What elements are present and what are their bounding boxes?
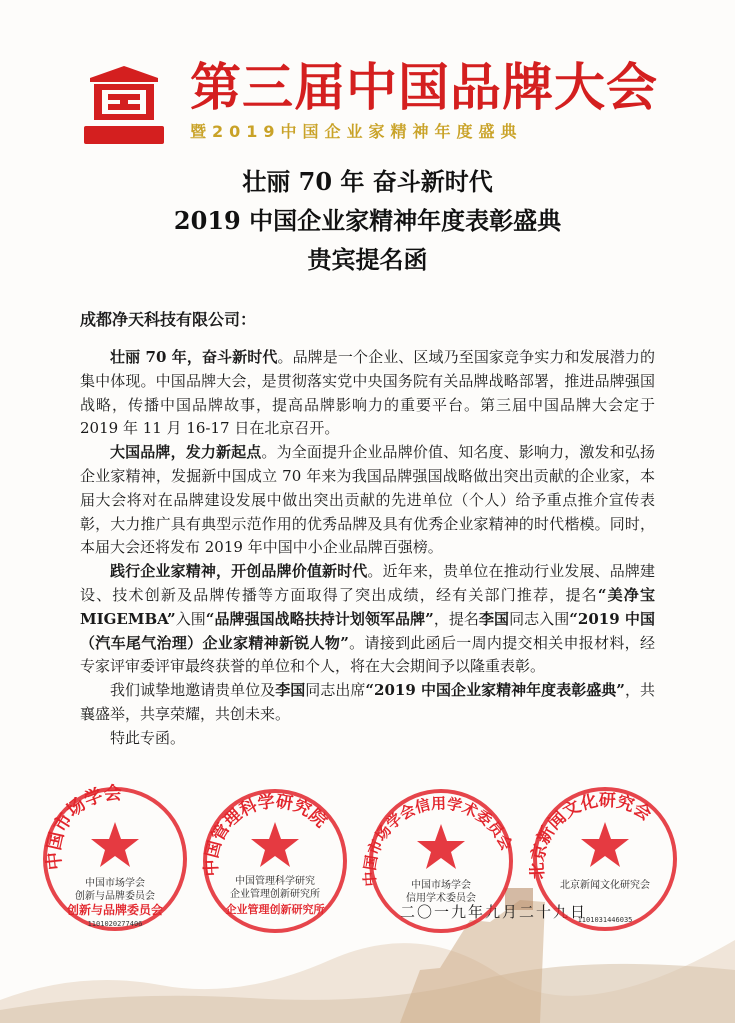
brand-title: 第三届中国品牌大会 xyxy=(190,59,659,118)
seal-3-center-line-2: 信用学术委员会 xyxy=(406,893,476,904)
seal-2-bottom-text: 企业管理创新研究所 xyxy=(225,903,325,916)
paragraph-4 xyxy=(80,679,655,727)
paragraph-3-text-a: 。近年来，贵单位在推动行业发展、品牌建设、技术创新及品牌传播等方面取得了突出成绩，经有关部门推荐，提名 xyxy=(80,562,655,604)
seal-1-ring-text: 中国市场学会 xyxy=(43,783,123,871)
seal-graphic xyxy=(360,786,516,936)
invitee-name: 李国 xyxy=(275,681,306,700)
letter-body xyxy=(80,346,655,751)
seal-2-ring-text: 中国管理科学研究院 xyxy=(201,791,331,877)
seal-1-bottom-text: 创新与品牌委员会 xyxy=(66,903,164,917)
logo-pedestal xyxy=(84,126,164,144)
svg-text:北京新闻文化研究会 xyxy=(527,790,655,880)
paragraph-5 xyxy=(80,727,655,751)
paragraph-3-text-e: 。请接到此函后一周内提交相关申报材料，经专家评审委评审最终获誉的单位和个人，将在大会期间予以隆重表彰。 xyxy=(80,633,655,676)
paragraph-4-text-c: ，共襄盛举，共享荣耀，共创未来。 xyxy=(80,681,655,723)
seal-market-society-brand xyxy=(40,784,190,934)
seal-1-serial: 1101020277406 xyxy=(87,920,143,928)
seal-3-center-line-1: 中国市场学会 xyxy=(411,880,471,891)
paragraph-3-text-c: ，提名 xyxy=(433,609,479,628)
red-star-icon xyxy=(581,822,629,867)
ceremony-name: “2019 中国企业家精神年度表彰盛典” xyxy=(365,681,625,700)
seal-graphic xyxy=(200,786,350,936)
heading-line-2: 2019 中国企业家精神年度表彰盛典 xyxy=(173,206,562,235)
nominee-name: 李国 xyxy=(478,609,510,628)
paragraph-2-text: 。为全面提升企业品牌价值、知名度、影响力，激发和弘扬企业家精神，发掘新中国成立 70 年来为我国品牌强国战略做出突出贡献的企业家，本届大会将对在品牌建设发展中做出突出贡献的先进单位（个人）给予重点推介宣传表彰，大力推广具有典型示范作用的优秀品牌及具有优秀企业家精神的时代楷模。同时，本届大会还将发布 2019 年中国中小企业品牌百强榜。 xyxy=(80,443,655,557)
salutation: 成都净天科技有限公司： xyxy=(80,310,257,329)
paragraph-2 xyxy=(80,441,655,560)
seal-4-serial: 1101031446035 xyxy=(577,916,633,924)
nominated-brand: “美净宝 MIGEMBA” xyxy=(80,585,655,628)
seal-1-center-line-1: 中国市场学会 xyxy=(85,878,145,889)
seal-beijing-news-culture xyxy=(527,784,680,934)
seal-graphic xyxy=(527,784,680,934)
seal-4-ring-text: 北京新闻文化研究会 xyxy=(527,790,655,880)
paragraph-4-text-b: 同志出席 xyxy=(305,681,366,700)
award-program: “品牌强国战略扶持计划领军品牌” xyxy=(205,609,434,628)
brand-logo xyxy=(84,60,164,150)
svg-text:中国管理科学研究院 xyxy=(201,791,331,877)
seal-1-center-line-2: 创新与品牌委员会 xyxy=(75,891,155,902)
paragraph-2-lead: 大国品牌，发力新起点 xyxy=(110,443,262,462)
seal-3-ring-text: 中国市场学会信用学术委员会 xyxy=(360,794,516,888)
red-star-icon xyxy=(417,824,465,869)
seal-logo-icon xyxy=(88,64,160,122)
paragraph-3-text-b: 入围 xyxy=(175,609,206,628)
heading-line-3: 贵宾提名函 xyxy=(307,245,428,274)
seal-graphic xyxy=(40,784,190,934)
paragraph-1-text: 。品牌是一个企业、区域乃至国家竞争实力和发展潜力的集中体现。中国品牌大会，是贯彻落实党中央国务院有关品牌战略部署，推进品牌强国战略，传播中国品牌故事，提高品牌影响力的重要平台。第三届中国品牌大会定于 2019 年 11 月 16-17 日在北京召开。 xyxy=(80,348,655,438)
seal-management-science xyxy=(200,786,350,936)
paragraph-3-lead: 践行企业家精神，开创品牌价值新时代 xyxy=(110,562,368,581)
heading-line-1: 壮丽 70 年 奋斗新时代 xyxy=(242,167,493,196)
paragraph-3 xyxy=(80,560,655,679)
seal-credit-academic xyxy=(360,786,516,936)
seal-2-center-line-1: 中国管理科学研究 xyxy=(235,876,315,887)
red-star-icon xyxy=(91,822,139,867)
brand-subtitle: 暨2019中国企业家精神年度盛典 xyxy=(190,122,523,141)
closing-line: 特此专函。 xyxy=(110,728,186,747)
paragraph-1-lead: 壮丽 70 年，奋斗新时代 xyxy=(110,348,278,366)
seal-4-center-line-1: 北京新闻文化研究会 xyxy=(560,880,650,891)
red-star-icon xyxy=(251,822,299,867)
paragraph-1 xyxy=(80,346,655,441)
paragraph-4-text-a: 我们诚挚地邀请贵单位及 xyxy=(110,681,276,700)
letter-date: 二〇一九年九月二十九日 xyxy=(400,903,588,921)
paragraph-3-text-d: 同志入围 xyxy=(509,609,570,628)
seal-2-center-line-2: 企业管理创新研究所 xyxy=(230,889,320,900)
award-title: “2019 中国（汽车尾气治理）企业家精神新锐人物” xyxy=(80,609,655,652)
